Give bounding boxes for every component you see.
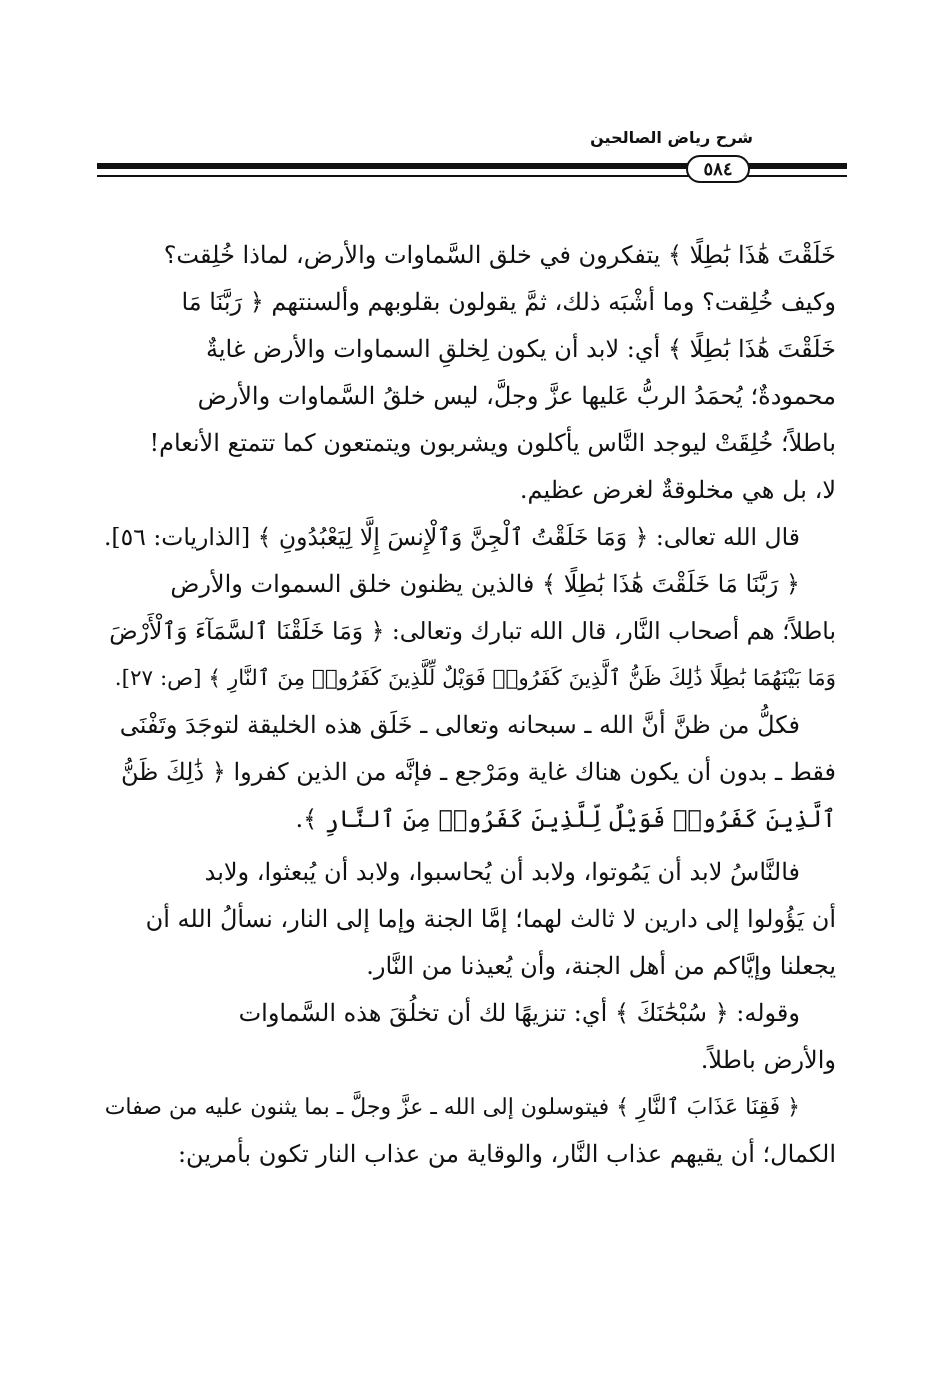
text-line: لا، بل هي مخلوقةٌ لغرض عظيم. [519, 476, 836, 504]
quran-citation-line: ٱلَّذِينَ كَفَرُوا۟ فَوَيْلٌ لِّلَّذِينَ كَفَرُوا۟ مِنَ ٱلنَّارِ ﴾. [295, 805, 836, 833]
text-line: فقط ـ بدون أن يكون هناك غاية ومَرْجع ـ فإنَّه من الذين كفروا ﴿ ذَٰلِكَ ظَنُّ [120, 758, 836, 786]
quran-citation-line: قال الله تعالى: ﴿ وَمَا خَلَقْتُ ٱلْجِنَّ وَٱلْإِنسَ إِلَّا لِيَعْبُدُونِ ﴾ [الذاريات: ٥٦]. [103, 523, 800, 551]
text-line: والأرض باطلاً. [700, 1046, 836, 1074]
text-line: فكلُّ من ظنَّ أنَّ الله ـ سبحانه وتعالى ـ خَلَق هذه الخليقة لتوجَدَ وتَفْنَى [119, 711, 800, 739]
page-number: ٥٨٤ [686, 155, 750, 183]
text-line: يجعلنا وإيَّاكم من أهل الجنة، وأن يُعيذنا من النَّار. [366, 952, 836, 980]
text-line: خَلَقْتَ هَٰذَا بَٰطِلًا ﴾ أي: لابد أن يكون لِخلقِ السماوات والأرض غايةٌ [206, 335, 836, 363]
running-header-title: شرح رياض الصالحين [590, 128, 753, 147]
text-line: ﴿ فَقِنَا عَذَابَ ٱلنَّارِ ﴾ فيتوسلون إلى الله ـ عزَّ وجلَّ ـ بما يثنون عليه من صفات [104, 1095, 800, 1120]
text-line: فالنَّاسُ لابد أن يَمُوتوا، ولابد أن يُحاسبوا، ولابد أن يُبعثوا، ولابد [204, 858, 800, 886]
text-line: وكيف خُلِقت؟ وما أشْبَه ذلك، ثمَّ يقولون بقلوبهم وألسنتهم ﴿ رَبَّنَا مَا [181, 288, 836, 316]
text-line: باطلاً؛ خُلِقَتْ ليوجد النَّاس يأكلون ويشربون ويتمتعون كما تتمتع الأنعام! [149, 429, 836, 457]
body-text [100, 232, 836, 1178]
text-line: خَلَقْتَ هَٰذَا بَٰطِلًا ﴾ يتفكرون في خلق السَّماوات والأرض، لماذا خُلِقت؟ [163, 241, 836, 269]
text-line: باطلاً؛ هم أصحاب النَّار، قال الله تبارك وتعالى: ﴿ وَمَا خَلَقْنَا ٱلسَّمَآءَ وَٱلْأَرْضَ [109, 617, 836, 645]
text-line: وقوله: ﴿ سُبْحَٰنَكَ ﴾ أي: تنزيهًا لك أن تخلُقَ هذه السَّماوات [238, 999, 800, 1027]
text-line: ﴿ رَبَّنَا مَا خَلَقْتَ هَٰذَا بَٰطِلًا ﴾ فالذين يظنون خلق السموات والأرض [170, 570, 800, 598]
text-line: الكمال؛ أن يقيهم عذاب النَّار، والوقاية من عذاب النار تكون بأمرين: [177, 1140, 836, 1168]
text-line: أن يَؤُولوا إلى دارين لا ثالث لهما؛ إمَّا الجنة وإما إلى النار، نسألُ الله أن [145, 905, 836, 933]
text-line: محمودةٌ؛ يُحمَدُ الربُّ عَليها عزَّ وجلَّ، ليس خلقُ السَّماوات والأرض [197, 382, 836, 410]
quran-citation-line: وَمَا بَيْنَهُمَا بَٰطِلًا ذَٰلِكَ ظَنُّ ٱلَّذِينَ كَفَرُوا۟ فَوَيْلٌ لِّلَّذِينَ كَفَرُوا۟ مِنَ ٱلنَّارِ ﴾ [ص: ٢٧]. [114, 666, 836, 691]
